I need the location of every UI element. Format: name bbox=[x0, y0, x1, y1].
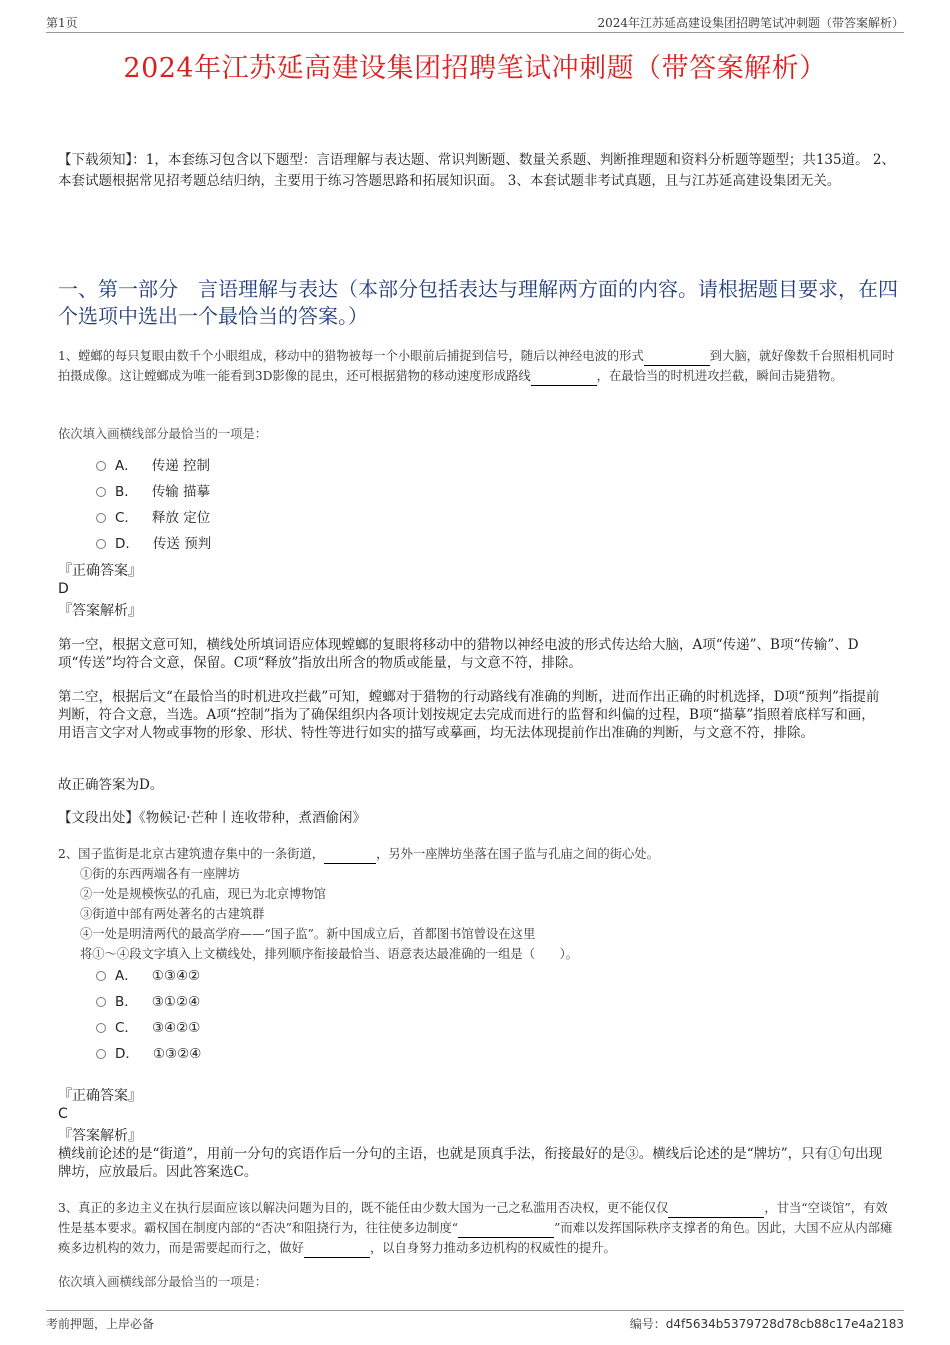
answer-label: 『正确答案』 bbox=[58, 563, 142, 579]
analysis-paragraph-1: 第一空，根据文意可知，横线处所填词语应体现螳螂的复眼将移动中的猎物以神经电波的形式传达给大脑，A项“传递”、B项“传输”、D项“传送”均符合文意，保留。C项“释放”指放出所含的物质或能量，与文意不符，排除。 bbox=[58, 637, 859, 671]
blank-1 bbox=[668, 1203, 764, 1218]
question-3-stem: 3、真正的多边主义在执行层面应该以解决问题为目的，既不能任由少数大国为一己之私滥用否决权，更不能仅仅 ，甘当“空谈馆”，有效性是基本要求。霸权国在制度内部的“否决”和阻挠行为，往往使多边制度“ ”而难以发挥国际秩序支撑者的角色。因此，大国不应从内部瘫痪多边机构的效力，而是需要起而行之，做好 ，以自身努力推动多边机构的权威性的提升。 bbox=[58, 1198, 898, 1258]
question-1-option-b[interactable]: B． 传输 描摹 bbox=[96, 482, 210, 502]
blank-1 bbox=[644, 351, 710, 366]
radio-icon[interactable] bbox=[96, 513, 106, 523]
question-2-item-4: ④一处是明清两代的最高学府——“国子监”。新中国成立后，首都图书馆曾设在这里 bbox=[80, 927, 536, 941]
download-notice: 【下载须知】：1，本套练习包含以下题型：言语理解与表达题、常识判断题、数量关系题、判断推理题和资料分析题等题型；共135道。 2、本套试题根据常见招考题总结归纳，主要用于练习答题思路和拓展知识面。 3、本套试题非考试真题，且与江苏延高建设集团无关。 bbox=[58, 152, 895, 189]
question-2-option-b[interactable]: B． ③①②④ bbox=[96, 992, 200, 1012]
document-title: 2024年江苏延高建设集团招聘笔试冲刺题（带答案解析） bbox=[123, 53, 827, 84]
blank-2 bbox=[531, 371, 597, 386]
question-1-stem: 1、螳螂的每只复眼由数千个小眼组成，移动中的猎物被每一个小眼前后捕捉到信号，随后以神经电波的形式 到大脑，就好像数千台照相机同时拍摄成像。这让螳螂成为唯一能看到3D影像的昆虫，还可根据猎物的移动速度形成路线 ，在最恰当的时机进攻拦截，瞬间击毙猎物。 bbox=[58, 346, 898, 386]
analysis-label: 『答案解析』 bbox=[58, 603, 142, 619]
correct-answer: D bbox=[58, 581, 69, 597]
question-1-option-a[interactable]: A． 传递 控制 bbox=[96, 456, 210, 476]
question-1-prompt: 依次填入画横线部分最恰当的一项是： bbox=[58, 427, 268, 441]
question-2-instruction: 将①～④段文字填入上文横线处，排列顺序衔接最恰当、语意表达最准确的一组是（ ）。 bbox=[80, 947, 579, 961]
question-2-option-a[interactable]: A． ①③④② bbox=[96, 966, 200, 986]
radio-icon[interactable] bbox=[96, 997, 106, 1007]
radio-icon[interactable] bbox=[96, 1023, 106, 1033]
radio-icon[interactable] bbox=[96, 1049, 106, 1059]
page-number: 第1页 bbox=[46, 16, 78, 30]
radio-icon[interactable] bbox=[96, 971, 106, 981]
correct-answer: C bbox=[58, 1106, 68, 1122]
radio-icon[interactable] bbox=[96, 487, 106, 497]
analysis-label: 『答案解析』 bbox=[58, 1128, 142, 1144]
header-doc-title: 2024年江苏延高建设集团招聘笔试冲刺题（带答案解析） bbox=[597, 16, 904, 30]
radio-icon[interactable] bbox=[96, 539, 106, 549]
question-1-option-d[interactable]: D． 传送 预判 bbox=[96, 534, 211, 554]
question-2-stem: 2、国子监街是北京古建筑遗存集中的一条街道， ，另外一座牌坊坐落在国子监与孔庙之间的街心处。 bbox=[58, 844, 898, 864]
section-heading: 一、第一部分 言语理解与表达（本部分包括表达与理解两方面的内容。请根据题目要求，在四个选项中选出一个最恰当的答案。） bbox=[58, 277, 898, 328]
page-header bbox=[46, 14, 904, 33]
analysis-conclusion: 故正确答案为D。 bbox=[58, 777, 164, 793]
blank-2 bbox=[458, 1223, 554, 1238]
footer-slogan: 考前押题，上岸必备 bbox=[46, 1317, 155, 1331]
question-2-item-3: ③街道中部有两处著名的古建筑群 bbox=[80, 907, 265, 921]
page-footer bbox=[46, 1310, 904, 1331]
question-2-option-d[interactable]: D． ①③②④ bbox=[96, 1044, 201, 1064]
radio-icon[interactable] bbox=[96, 461, 106, 471]
question-1-option-c[interactable]: C． 释放 定位 bbox=[96, 508, 210, 528]
question-2-option-c[interactable]: C． ③④②① bbox=[96, 1018, 200, 1038]
analysis-paragraph: 横线前论述的是“街道”，用前一分句的宾语作后一分句的主语，也就是顶真手法，衔接最好的是③。横线后论述的是“牌坊”，只有①句出现牌坊，应放最后。因此答案选C。 bbox=[58, 1146, 883, 1180]
source-citation: 【文段出处】《物候记·芒种丨连收带种，煮酒偷闲》 bbox=[58, 810, 367, 826]
blank bbox=[324, 849, 376, 864]
question-3-prompt: 依次填入画横线部分最恰当的一项是： bbox=[58, 1275, 268, 1289]
document-code: 编号：d4f5634b5379728d78cb88c17e4a2183 bbox=[629, 1317, 904, 1331]
analysis-paragraph-2: 第二空，根据后文“在最恰当的时机进攻拦截”可知，螳螂对于猎物的行动路线有准确的判断，进而作出正确的时机选择，D项“预判”指提前判断，符合文意，当选。A项“控制”指为了确保组织内各项计划按规定去完成而进行的监督和纠偏的过程，B项“描摹”指照着底样写和画，用语言文字对人物或事物的形象、形状、特性等进行如实的描写或摹画，均无法体现提前作出准确的判断，与文意不符，排除。 bbox=[58, 689, 880, 741]
blank-3 bbox=[304, 1243, 370, 1258]
answer-label: 『正确答案』 bbox=[58, 1088, 142, 1104]
question-2-item-1: ①街的东西两端各有一座牌坊 bbox=[80, 867, 240, 881]
question-2-item-2: ②一处是规模恢弘的孔庙，现已为北京博物馆 bbox=[80, 887, 326, 901]
